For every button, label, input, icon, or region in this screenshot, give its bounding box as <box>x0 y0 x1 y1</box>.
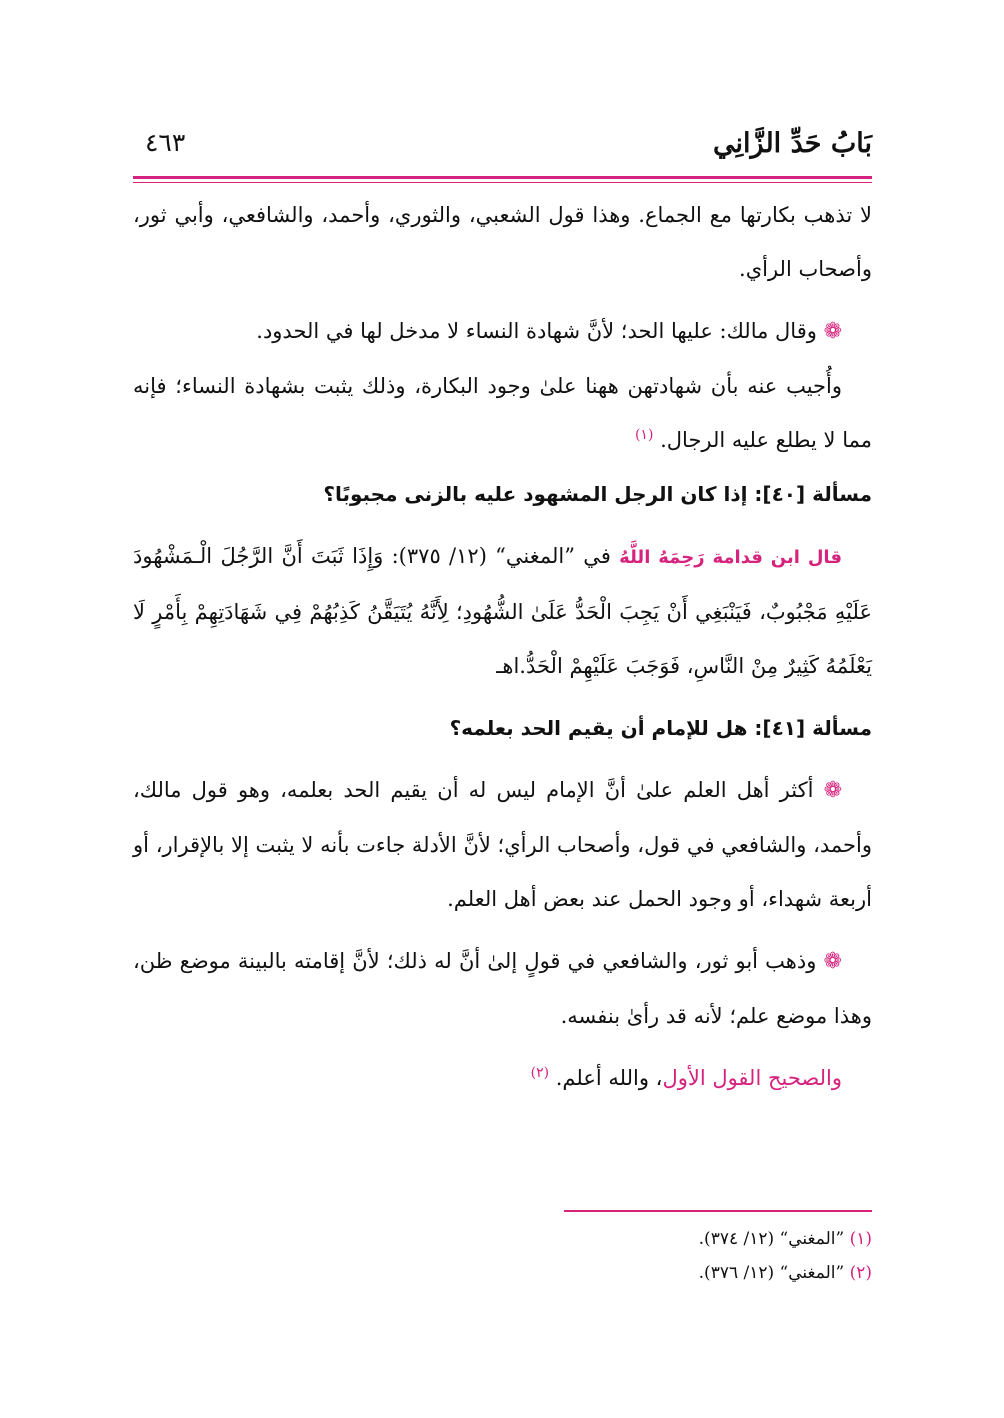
paragraph-text: وأُجيب عنه بأن شهادتهن ههنا علىٰ وجود البكارة، وذلك يثبت بشهادة النساء؛ فإنه مما لا يطلع عليه الرجال. <box>133 374 872 452</box>
footnote-separator <box>564 1210 872 1212</box>
footnote-ref-1[interactable]: (١) <box>634 427 654 443</box>
quote-citation: في ”المغني“ (١٢/ ٣٧٥): <box>391 544 611 568</box>
issue-40-heading <box>133 467 872 521</box>
paragraph-text: أكثر أهل العلم علىٰ أنَّ الإمام ليس له أن يقيم الحد بعلمه، وهو قول مالك، وأحمد، والشافعي في قول، وأصحاب الرأي؛ لأنَّ الأدلة جاءت بأنه لا يثبت إلا بالإقرار، أو أربعة شهداء، أو وجود الحمل عند بعض أهل العلم. <box>133 778 872 911</box>
header-rule-thick <box>133 176 872 179</box>
paragraph-malik <box>133 304 872 359</box>
footnote-number: (١) <box>849 1229 872 1249</box>
paragraph-conclusion <box>133 1051 872 1105</box>
paragraph-text: ، والله أعلم. <box>555 1066 663 1090</box>
paragraph-text: لا تذهب بكارتها مع الجماع. وهذا قول الشعبي، والثوري، وأحمد، والشافعي، وأبي ثور، وأصحاب الرأي. <box>133 203 872 281</box>
paragraph-answer <box>133 359 872 467</box>
footnote-text: ”المغني“ (١٢/ ٣٧٤). <box>698 1229 845 1249</box>
page-body <box>133 188 872 1105</box>
paragraph-abu-thawr <box>133 934 872 1043</box>
chapter-title: بَابُ حَدِّ الزَّانِي <box>713 128 872 159</box>
issue-heading-text: مسألة [٤١]: هل للإمام أن يقيم الحد بعلمه؟ <box>449 716 872 740</box>
issue-41-heading <box>133 701 872 755</box>
flower-icon: ❁ <box>823 778 842 803</box>
flower-icon: ❁ <box>823 319 842 344</box>
page-header <box>133 118 872 172</box>
quote-text: وَإِذَا ثَبَتَ أَنَّ الرَّجُلَ الْـمَشْهُودَ عَلَيْهِ مَجْبُوبٌ، فَيَنْبَغِي أَنْ يَجِبَ الْحَدُّ عَلَىٰ الشُّهُودِ؛ لِأَنَّهُ يُتَيَقَّنُ كَذِبُهُمْ فِي شَهَادَتِهِمْ بِأَمْرٍ لَا يَعْلَمُهُ كَثِيرٌ مِنْ النَّاسِ، فَوَجَبَ عَلَيْهِمْ الْحَدُّ.اهـ <box>133 544 872 678</box>
paragraph-continuation <box>133 188 872 296</box>
header-rule-thin <box>133 182 872 183</box>
footnote-2 <box>133 1256 872 1290</box>
quote-source: قال ابن قدامة رَحِمَهُ اللَّهُ <box>619 547 842 568</box>
footnotes <box>133 1222 872 1290</box>
paragraph-text: وقال مالك: عليها الحد؛ لأنَّ شهادة النساء لا مدخل لها في الحدود. <box>256 319 817 343</box>
paragraph-majority <box>133 763 872 926</box>
footnote-ref-2[interactable]: (٢) <box>530 1065 550 1081</box>
paragraph-text: وذهب أبو ثور، والشافعي في قولٍ إلىٰ أنَّ له ذلك؛ لأنَّ إقامته بالبينة موضع ظن، وهذا موضع علم؛ لأنه قد رأىٰ بنفسه. <box>133 949 872 1028</box>
correct-opinion-highlight: والصحيح القول الأول <box>662 1066 842 1090</box>
footnote-number: (٢) <box>849 1263 872 1283</box>
issue-heading-text: مسألة [٤٠]: إذا كان الرجل المشهود عليه بالزنى مجبوبًا؟ <box>323 482 872 506</box>
flower-icon: ❁ <box>823 949 842 974</box>
ibn-qudama-quote <box>133 529 872 693</box>
footnote-1 <box>133 1222 872 1256</box>
footnote-text: ”المغني“ (١٢/ ٣٧٦). <box>698 1263 845 1283</box>
page-number: ٤٦٣ <box>145 128 186 157</box>
